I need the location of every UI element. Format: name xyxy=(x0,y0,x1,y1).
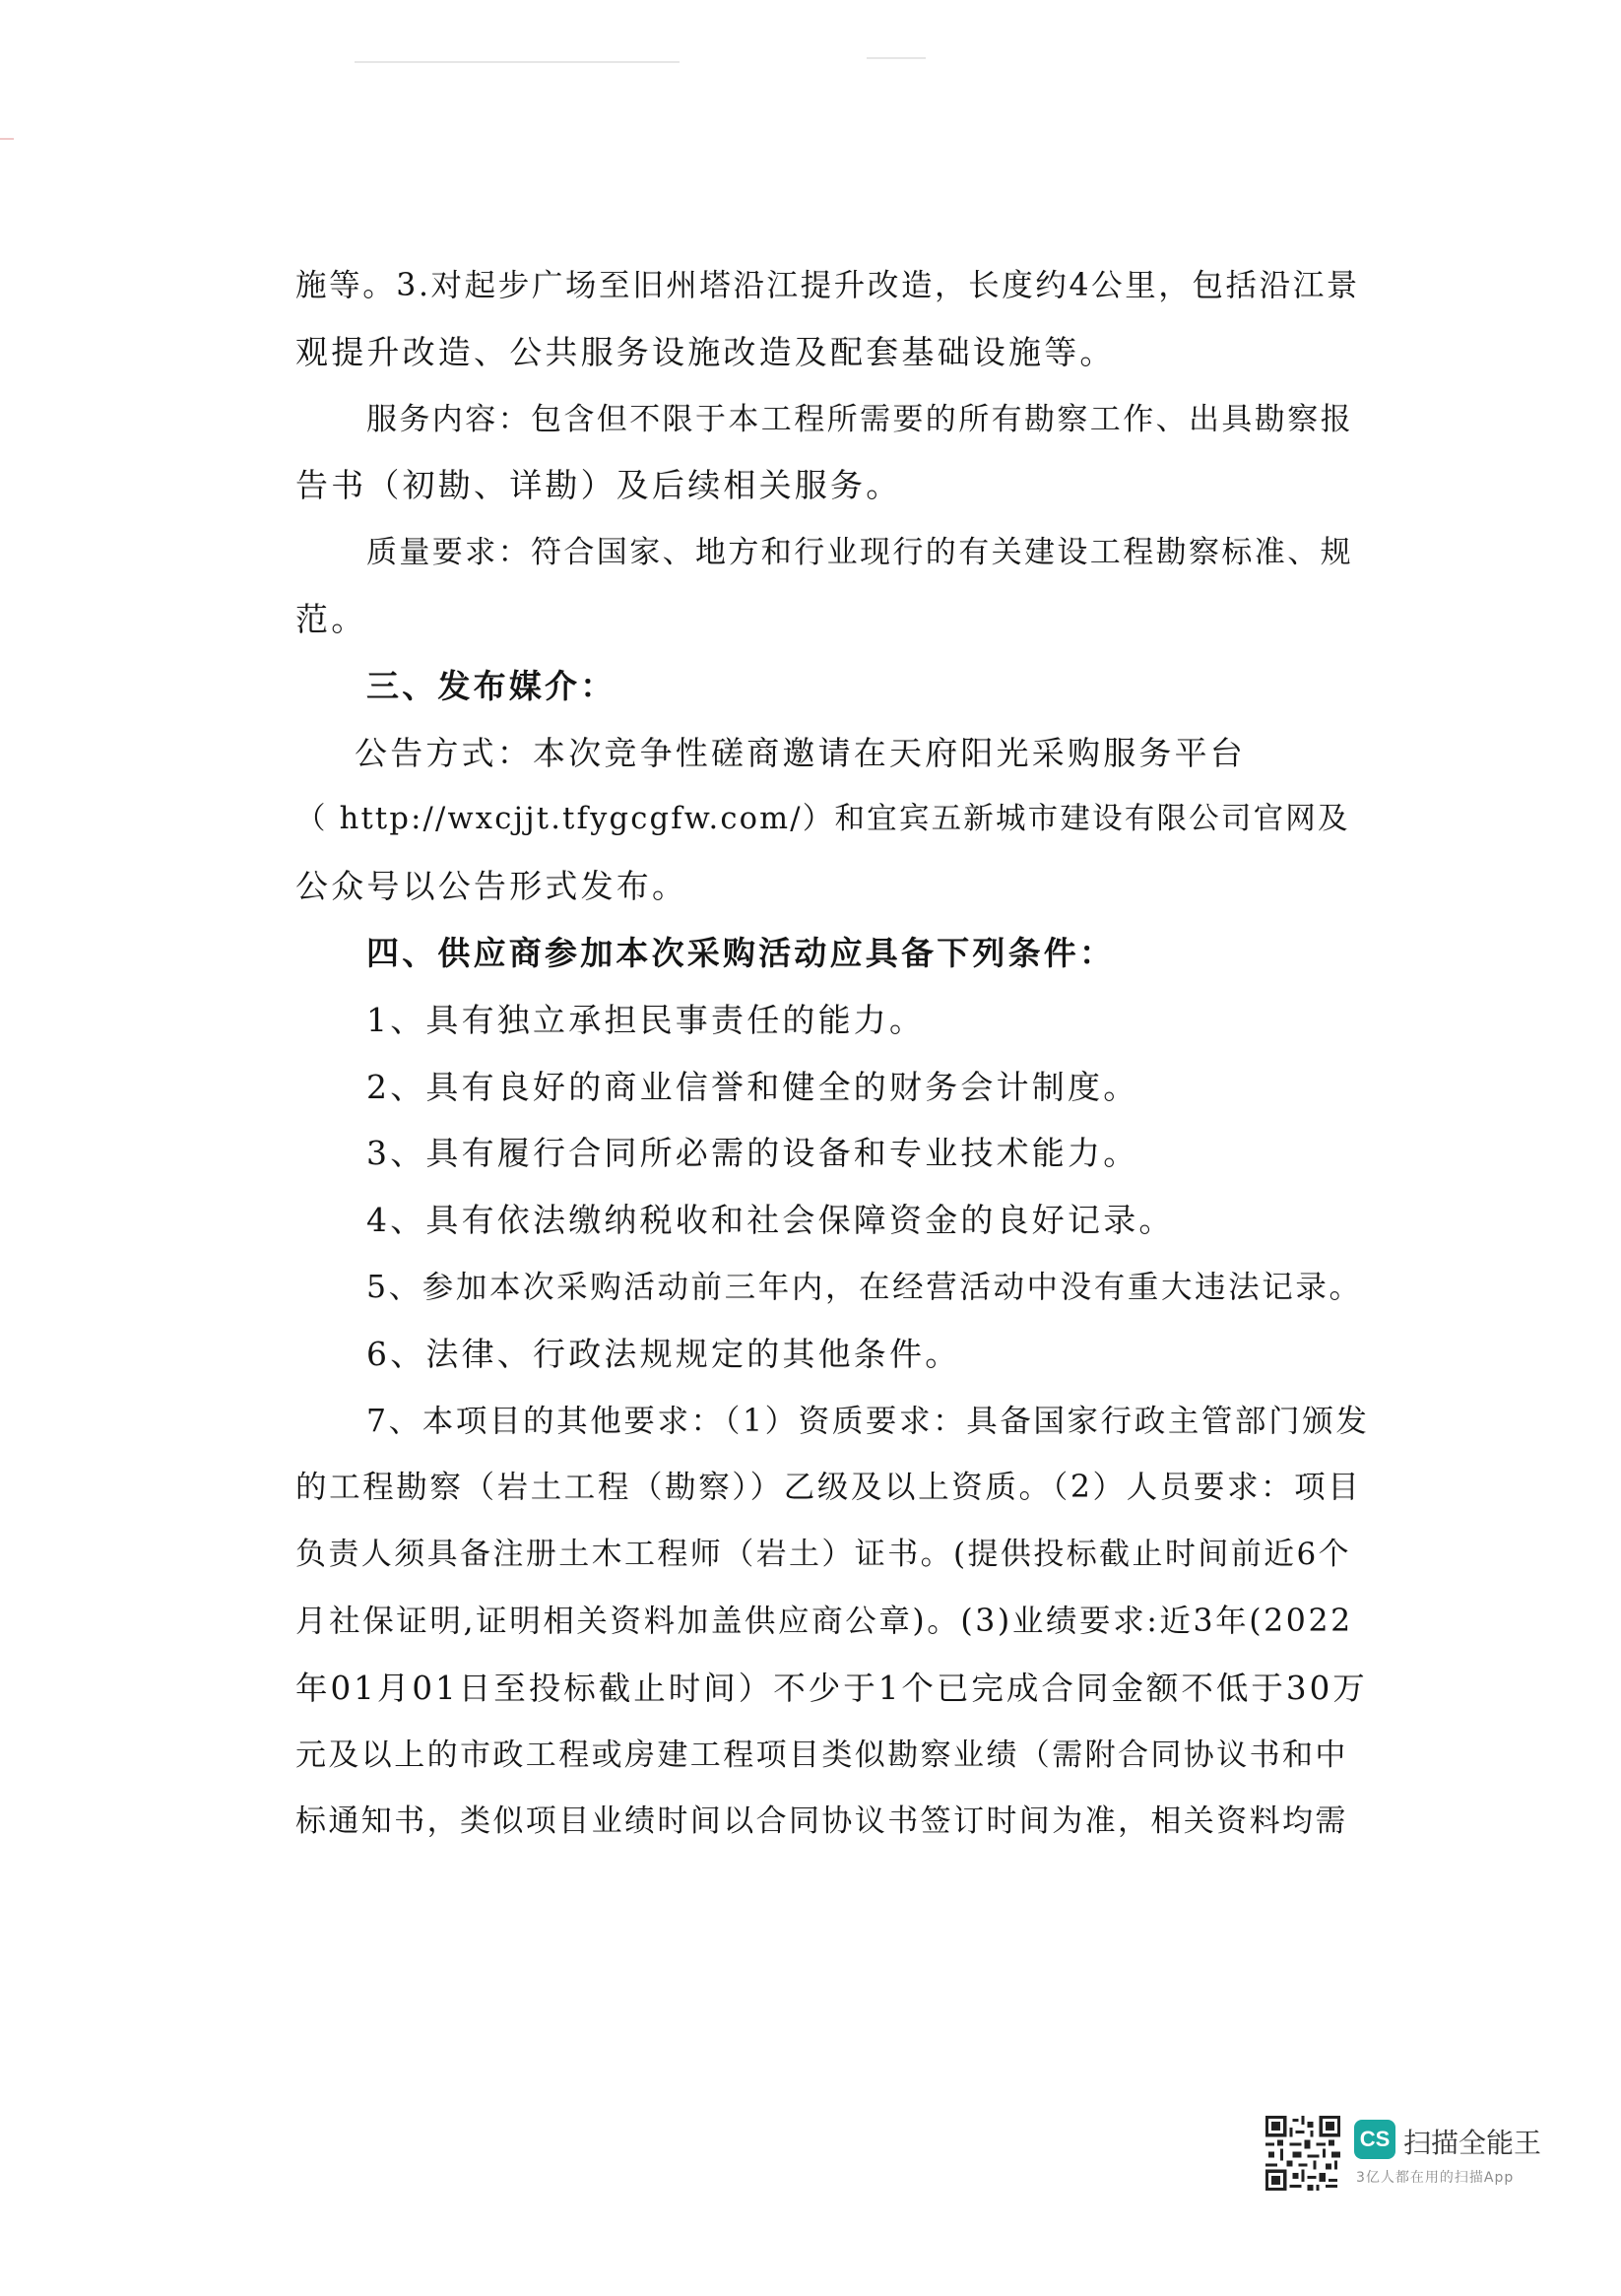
paragraph-line: 6、法律、行政法规规定的其他条件。 xyxy=(366,1334,961,1373)
scan-artifact xyxy=(867,57,926,59)
paragraph-line: 施等。3.对起步广场至旧州塔沿江提升改造，长度约4公里，包括沿江景 xyxy=(295,268,1360,303)
camscanner-logo-icon: CS xyxy=(1354,2120,1395,2159)
paragraph-line: 5、参加本次采购活动前三年内，在经营活动中没有重大违法记录。 xyxy=(366,1270,1363,1305)
paragraph-line: 1、具有独立承担民事责任的能力。 xyxy=(366,1000,926,1039)
section-heading: 四、供应商参加本次采购活动应具备下列条件： xyxy=(366,934,1116,972)
scanner-app-name: 扫描全能王 xyxy=(1403,2127,1542,2159)
paragraph-line: 4、具有依法缴纳税收和社会保障资金的良好记录。 xyxy=(366,1201,1175,1240)
paragraph-line: 服务内容：包含但不限于本工程所需要的所有勘察工作、出具勘察报 xyxy=(366,401,1353,437)
paragraph-line: 标通知书，类似项目业绩时间以合同协议书签订时间为准，相关资料均需 xyxy=(295,1804,1348,1840)
paragraph-line: 月社保证明,证明相关资料加盖供应商公章)。(3)业绩要求:近3年(2022 xyxy=(295,1604,1353,1639)
paragraph-line: 告书（初勘、详勘）及后续相关服务。 xyxy=(295,466,902,505)
paragraph-line: 范。 xyxy=(295,600,367,638)
scanner-watermark xyxy=(1265,2116,1541,2195)
paragraph-line: 2、具有良好的商业信誉和健全的财务会计制度。 xyxy=(366,1067,1139,1106)
scan-artifact xyxy=(0,138,14,140)
paragraph-line: 的工程勘察（岩土工程（勘察））乙级及以上资质。（2）人员要求：项目 xyxy=(295,1470,1362,1506)
paragraph-line: 7、本项目的其他要求：（1）资质要求：具备国家行政主管部门颁发 xyxy=(366,1403,1370,1439)
paragraph-line: 公告方式：本次竞争性磋商邀请在天府阳光采购服务平台 xyxy=(355,733,1246,772)
paragraph-line: 观提升改造、公共服务设施改造及配套基础设施等。 xyxy=(295,332,1116,371)
paragraph-line: 公众号以公告形式发布。 xyxy=(295,867,688,906)
paragraph-line: 3、具有履行合同所必需的设备和专业技术能力。 xyxy=(366,1134,1139,1173)
section-heading: 三、发布媒介： xyxy=(366,666,616,705)
scanner-slogan: 3亿人都在用的扫描App xyxy=(1356,2170,1515,2186)
paragraph-line: 质量要求：符合国家、地方和行业现行的有关建设工程勘察标准、规 xyxy=(366,535,1353,571)
paragraph-line: 负责人须具备注册土木工程师（岩土）证书。(提供投标截止时间前近6个 xyxy=(295,1537,1352,1573)
paragraph-line: （ http://wxcjjt.tfygcgfw.com/）和宜宾五新城市建设有限公司官网及 xyxy=(295,802,1350,837)
paragraph-line: 元及以上的市政工程或房建工程项目类似勘察业绩（需附合同协议书和中 xyxy=(295,1737,1348,1773)
qr-code-icon xyxy=(1265,2116,1340,2191)
scan-artifact xyxy=(355,61,680,63)
paragraph-line: 年01月01日至投标截止时间）不少于1个已完成合同金额不低于30万 xyxy=(295,1669,1368,1707)
